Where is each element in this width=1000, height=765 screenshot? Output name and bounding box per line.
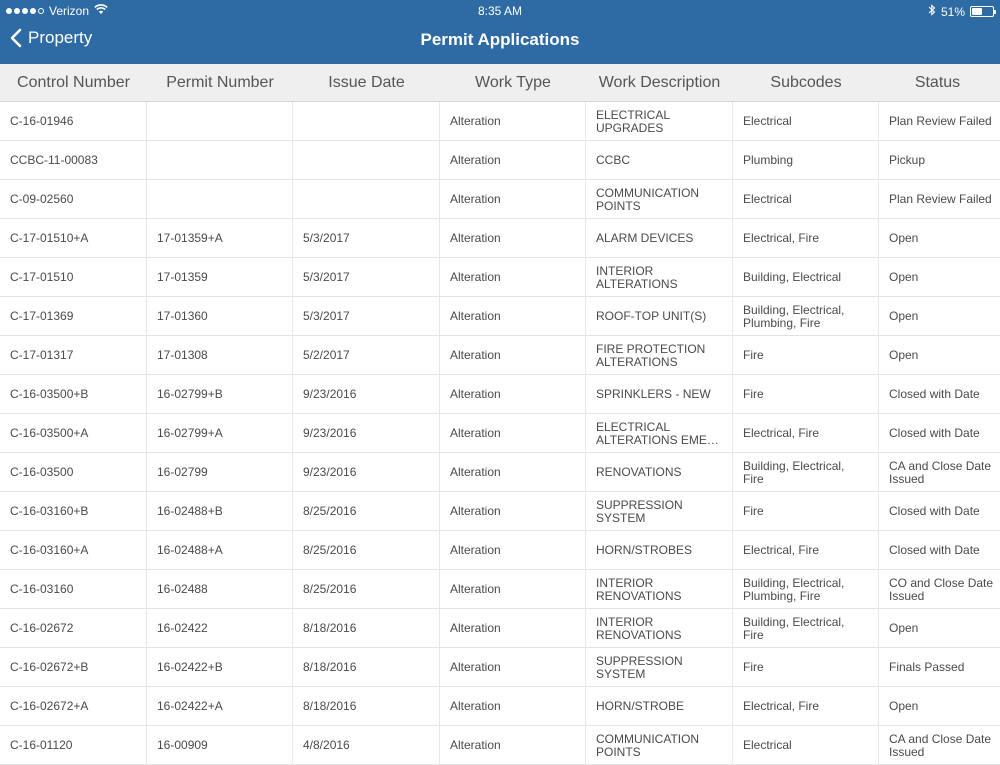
cell-text: COMMUNICATION POINTS <box>596 731 700 759</box>
cell-text: Plumbing <box>743 153 794 167</box>
cell-text: C-16-02672+B <box>10 660 89 674</box>
cell-work-type <box>440 726 586 765</box>
cell-text: 8/25/2016 <box>303 504 357 518</box>
cell-work-description <box>586 141 733 180</box>
cell-text: 5/3/2017 <box>303 231 350 245</box>
cell-text: HORN/STROBES <box>596 543 693 557</box>
cell-subcodes <box>733 726 879 765</box>
cell-work-type <box>440 648 586 687</box>
cell-subcodes <box>733 258 879 297</box>
table-row[interactable] <box>0 180 1000 219</box>
cell-text: 16-00909 <box>157 738 208 752</box>
cell-control-number <box>0 180 147 219</box>
column-header-work-type[interactable]: Work Type <box>475 74 551 91</box>
cell-status <box>879 531 1000 570</box>
cell-control-number <box>0 375 147 414</box>
cell-subcodes <box>733 297 879 336</box>
cell-text: 4/8/2016 <box>303 738 350 752</box>
cell-issue-date <box>293 414 440 453</box>
column-header-control-number[interactable]: Control Number <box>17 74 130 91</box>
cell-control-number <box>0 492 147 531</box>
cell-subcodes <box>733 609 879 648</box>
cell-work-description <box>586 531 733 570</box>
cell-text: ELECTRICAL UPGRADES <box>596 107 670 135</box>
cell-text: Open <box>889 270 919 284</box>
cell-text: Finals Passed <box>889 660 965 674</box>
cell-text: Plan Review Failed <box>889 192 992 206</box>
cell-text: CA and Close Date Issued <box>889 458 992 486</box>
cell-text: INTERIOR RENOVATIONS <box>596 614 682 642</box>
cell-work-description <box>586 609 733 648</box>
cell-work-type <box>440 297 586 336</box>
cell-text: Open <box>889 348 919 362</box>
cell-status <box>879 453 1000 492</box>
cell-text: Building, Electrical, Fire <box>743 614 845 642</box>
cell-work-type <box>440 141 586 180</box>
table-row[interactable] <box>0 414 1000 453</box>
table-row[interactable] <box>0 258 1000 297</box>
cell-text: Open <box>889 621 919 635</box>
cell-text: Alteration <box>450 192 501 206</box>
back-button-label: Property <box>28 28 93 47</box>
cell-work-type <box>440 687 586 726</box>
cell-control-number <box>0 141 147 180</box>
cell-issue-date <box>293 102 440 141</box>
cell-permit-number <box>147 375 293 414</box>
cell-control-number <box>0 102 147 141</box>
cell-work-description <box>586 453 733 492</box>
cell-status <box>879 570 1000 609</box>
cell-text: Electrical, Fire <box>743 426 820 440</box>
cell-status <box>879 180 1000 219</box>
column-header-status[interactable]: Status <box>914 74 961 91</box>
cell-text: C-16-02672+A <box>10 699 89 713</box>
cell-text: 9/23/2016 <box>303 426 357 440</box>
page-title: Permit Applications <box>420 30 580 49</box>
status-bar <box>0 0 1000 22</box>
cell-permit-number <box>147 414 293 453</box>
cell-permit-number <box>147 102 293 141</box>
cell-text: Fire <box>743 348 764 362</box>
cell-issue-date <box>293 531 440 570</box>
cell-control-number <box>0 531 147 570</box>
cell-text: 5/3/2017 <box>303 270 350 284</box>
cell-work-description <box>586 687 733 726</box>
cell-text: 9/23/2016 <box>303 465 357 479</box>
cell-text: Building, Electrical <box>743 270 842 284</box>
cell-text: Alteration <box>450 309 501 323</box>
cell-control-number <box>0 609 147 648</box>
cell-issue-date <box>293 336 440 375</box>
cell-text: Electrical <box>743 114 792 128</box>
cell-work-type <box>440 453 586 492</box>
cell-text: CCBC-11-00083 <box>10 153 98 167</box>
cell-work-type <box>440 414 586 453</box>
cell-work-description <box>586 414 733 453</box>
cell-permit-number <box>147 219 293 258</box>
table-row[interactable] <box>0 609 1000 648</box>
cell-text: C-16-03500+B <box>10 387 89 401</box>
cell-text: Alteration <box>450 543 501 557</box>
cell-subcodes <box>733 375 879 414</box>
table-row[interactable] <box>0 375 1000 414</box>
cell-work-description <box>586 492 733 531</box>
cell-text: 16-02422+A <box>157 699 223 713</box>
cell-text: C-16-01946 <box>10 114 74 128</box>
cell-work-type <box>440 219 586 258</box>
cell-subcodes <box>733 570 879 609</box>
cell-issue-date <box>293 297 440 336</box>
cell-text: CCBC <box>596 153 631 167</box>
cell-text: Closed with Date <box>889 543 980 557</box>
cell-control-number <box>0 726 147 765</box>
cell-subcodes <box>733 492 879 531</box>
cell-permit-number <box>147 297 293 336</box>
cell-issue-date <box>293 258 440 297</box>
cell-text: Alteration <box>450 504 501 518</box>
cell-text: 5/2/2017 <box>303 348 350 362</box>
table-row[interactable] <box>0 492 1000 531</box>
cell-status <box>879 258 1000 297</box>
cell-permit-number <box>147 258 293 297</box>
cell-subcodes <box>733 336 879 375</box>
table-row[interactable] <box>0 141 1000 180</box>
cell-text: C-17-01510 <box>10 270 74 284</box>
cell-issue-date <box>293 648 440 687</box>
cell-subcodes <box>733 648 879 687</box>
cell-status <box>879 141 1000 180</box>
cell-work-type <box>440 531 586 570</box>
cell-work-type <box>440 492 586 531</box>
cell-control-number <box>0 258 147 297</box>
cell-text: 16-02799+A <box>157 426 223 440</box>
cell-text: SUPPRESSION SYSTEM <box>596 653 683 681</box>
cell-subcodes <box>733 180 879 219</box>
navigation-bar <box>0 0 1000 64</box>
cell-text: INTERIOR ALTERATIONS <box>596 263 678 291</box>
cell-subcodes <box>733 219 879 258</box>
cell-issue-date <box>293 726 440 765</box>
column-header-work-description[interactable]: Work Description <box>598 74 721 91</box>
cell-text: C-16-03160 <box>10 582 74 596</box>
status-time: 8:35 AM <box>477 4 523 18</box>
cell-text: 8/25/2016 <box>303 543 357 557</box>
cell-status <box>879 297 1000 336</box>
cell-text: Fire <box>743 504 764 518</box>
cell-text: Electrical, Fire <box>743 543 820 557</box>
cell-text: C-16-03160+B <box>10 504 89 518</box>
cell-text: C-16-03500 <box>10 465 74 479</box>
column-header-permit-number[interactable]: Permit Number <box>166 74 274 91</box>
cell-text: HORN/STROBE <box>596 699 685 713</box>
cell-text: Plan Review Failed <box>889 114 992 128</box>
cell-control-number <box>0 453 147 492</box>
cell-status <box>879 102 1000 141</box>
cell-status <box>879 336 1000 375</box>
cell-issue-date <box>293 180 440 219</box>
column-header-subcodes[interactable]: Subcodes <box>770 74 842 91</box>
cell-status <box>879 726 1000 765</box>
cell-control-number <box>0 570 147 609</box>
cell-work-description <box>586 570 733 609</box>
permit-table[interactable] <box>0 102 1000 759</box>
cell-issue-date <box>293 375 440 414</box>
cell-text: 8/18/2016 <box>303 660 357 674</box>
cell-text: Closed with Date <box>889 387 980 401</box>
cell-text: C-09-02560 <box>10 192 74 206</box>
bluetooth-icon <box>928 4 936 19</box>
cell-work-type <box>440 336 586 375</box>
cell-text: Alteration <box>450 582 501 596</box>
cell-text: Alteration <box>450 270 501 284</box>
cell-control-number <box>0 219 147 258</box>
cell-status <box>879 219 1000 258</box>
cell-text: C-16-01120 <box>10 738 73 752</box>
cell-permit-number <box>147 570 293 609</box>
cell-text: C-16-02672 <box>10 621 74 635</box>
cell-text: ELECTRICAL ALTERATIONS EME… <box>596 419 719 447</box>
table-row[interactable] <box>0 336 1000 375</box>
back-button[interactable] <box>10 28 92 48</box>
cell-text: Building, Electrical, Fire <box>743 458 845 486</box>
cell-text: Closed with Date <box>889 426 980 440</box>
cell-permit-number <box>147 180 293 219</box>
cell-text: Alteration <box>450 231 501 245</box>
cell-text: SUPPRESSION SYSTEM <box>596 497 683 525</box>
cell-text: Fire <box>743 660 764 674</box>
cell-control-number <box>0 336 147 375</box>
table-row[interactable] <box>0 219 1000 258</box>
table-header <box>0 64 1000 102</box>
cell-text: Alteration <box>450 660 501 674</box>
table-row[interactable] <box>0 102 1000 141</box>
cell-issue-date <box>293 141 440 180</box>
cell-control-number <box>0 687 147 726</box>
cell-work-type <box>440 570 586 609</box>
cell-work-type <box>440 609 586 648</box>
cell-subcodes <box>733 102 879 141</box>
cell-issue-date <box>293 609 440 648</box>
cell-permit-number <box>147 726 293 765</box>
cell-status <box>879 492 1000 531</box>
cell-work-type <box>440 102 586 141</box>
cell-text: 16-02799+B <box>157 387 223 401</box>
cell-text: CA and Close Date Issued <box>889 731 992 759</box>
cell-work-description <box>586 336 733 375</box>
cell-text: Building, Electrical, Plumbing, Fire <box>743 302 845 330</box>
cell-text: 8/25/2016 <box>303 582 357 596</box>
cell-work-description <box>586 180 733 219</box>
cell-issue-date <box>293 219 440 258</box>
cell-issue-date <box>293 453 440 492</box>
cell-text: 8/18/2016 <box>303 621 357 635</box>
cell-subcodes <box>733 531 879 570</box>
cell-permit-number <box>147 492 293 531</box>
cell-text: FIRE PROTECTION ALTERATIONS <box>596 341 706 369</box>
cell-text: 16-02488+A <box>157 543 223 557</box>
table-row[interactable] <box>0 726 1000 765</box>
cell-permit-number <box>147 531 293 570</box>
cell-text: 16-02422 <box>157 621 208 635</box>
cell-text: Electrical, Fire <box>743 699 820 713</box>
cell-status <box>879 687 1000 726</box>
cell-text: INTERIOR RENOVATIONS <box>596 575 682 603</box>
cell-text: 16-02488 <box>157 582 208 596</box>
cell-text: Closed with Date <box>889 504 980 518</box>
cell-text: ROOF-TOP UNIT(S) <box>596 309 707 323</box>
cell-issue-date <box>293 492 440 531</box>
cell-control-number <box>0 414 147 453</box>
cell-text: 8/18/2016 <box>303 699 357 713</box>
cell-work-description <box>586 648 733 687</box>
cell-text: Electrical, Fire <box>743 231 820 245</box>
cell-status <box>879 648 1000 687</box>
cell-work-description <box>586 219 733 258</box>
cell-text: 5/3/2017 <box>303 309 350 323</box>
cell-work-description <box>586 375 733 414</box>
cell-work-description <box>586 297 733 336</box>
cell-text: ALARM DEVICES <box>596 231 694 245</box>
cell-control-number <box>0 297 147 336</box>
cell-text: COMMUNICATION POINTS <box>596 185 700 213</box>
cell-text: Alteration <box>450 114 501 128</box>
cell-control-number <box>0 648 147 687</box>
table-row[interactable] <box>0 453 1000 492</box>
cell-text: Building, Electrical, Plumbing, Fire <box>743 575 845 603</box>
cell-issue-date <box>293 570 440 609</box>
cell-text: Alteration <box>450 387 501 401</box>
cell-permit-number <box>147 336 293 375</box>
cell-status <box>879 414 1000 453</box>
cell-text: C-17-01369 <box>10 309 74 323</box>
cell-text: Alteration <box>450 738 501 752</box>
cell-text: Fire <box>743 387 764 401</box>
cell-text: Alteration <box>450 699 501 713</box>
battery-icon <box>970 6 994 17</box>
cell-text: 17-01359+A <box>157 231 223 245</box>
cell-text: 16-02799 <box>157 465 208 479</box>
table-row[interactable] <box>0 570 1000 609</box>
table-row[interactable] <box>0 531 1000 570</box>
cell-subcodes <box>733 687 879 726</box>
cell-text: CO and Close Date Issued <box>889 575 994 603</box>
cell-text: 17-01359 <box>157 270 208 284</box>
cell-text: C-16-03500+A <box>10 426 89 440</box>
cell-text: Open <box>889 699 919 713</box>
cell-text: Electrical <box>743 192 792 206</box>
cell-text: Electrical <box>743 738 792 752</box>
cell-text: C-17-01317 <box>10 348 74 362</box>
cell-text: 16-02422+B <box>157 660 223 674</box>
cell-text: RENOVATIONS <box>596 465 682 479</box>
cell-permit-number <box>147 648 293 687</box>
cell-text: Pickup <box>889 153 926 167</box>
cell-text: 9/23/2016 <box>303 387 357 401</box>
table-row[interactable] <box>0 297 1000 336</box>
cell-permit-number <box>147 141 293 180</box>
cell-text: 16-02488+B <box>157 504 223 518</box>
cell-text: C-16-03160+A <box>10 543 89 557</box>
cell-subcodes <box>733 453 879 492</box>
cell-subcodes <box>733 141 879 180</box>
cell-permit-number <box>147 687 293 726</box>
cell-text: Alteration <box>450 426 501 440</box>
cell-issue-date <box>293 687 440 726</box>
cell-permit-number <box>147 609 293 648</box>
cell-work-type <box>440 375 586 414</box>
table-row[interactable] <box>0 687 1000 726</box>
cell-work-description <box>586 102 733 141</box>
table-row[interactable] <box>0 648 1000 687</box>
carrier-name: Verizon <box>49 4 90 18</box>
cell-text: Alteration <box>450 348 501 362</box>
cell-text: 17-01308 <box>157 348 208 362</box>
column-header-issue-date[interactable]: Issue Date <box>328 74 405 91</box>
cell-text: Alteration <box>450 153 501 167</box>
cell-text: C-17-01510+A <box>10 231 89 245</box>
cell-status <box>879 609 1000 648</box>
cell-work-type <box>440 258 586 297</box>
cell-text: Alteration <box>450 465 501 479</box>
cell-text: SPRINKLERS - NEW <box>596 387 711 401</box>
cell-work-description <box>586 726 733 765</box>
cell-text: Open <box>889 309 919 323</box>
cell-text: 17-01360 <box>157 309 208 323</box>
cell-work-description <box>586 258 733 297</box>
cell-status <box>879 375 1000 414</box>
cell-subcodes <box>733 414 879 453</box>
battery-percentage: 51% <box>940 4 965 19</box>
cell-work-type <box>440 180 586 219</box>
cell-permit-number <box>147 453 293 492</box>
chevron-left-icon <box>10 28 22 48</box>
cell-text: Open <box>889 231 919 245</box>
cell-text: Alteration <box>450 621 501 635</box>
